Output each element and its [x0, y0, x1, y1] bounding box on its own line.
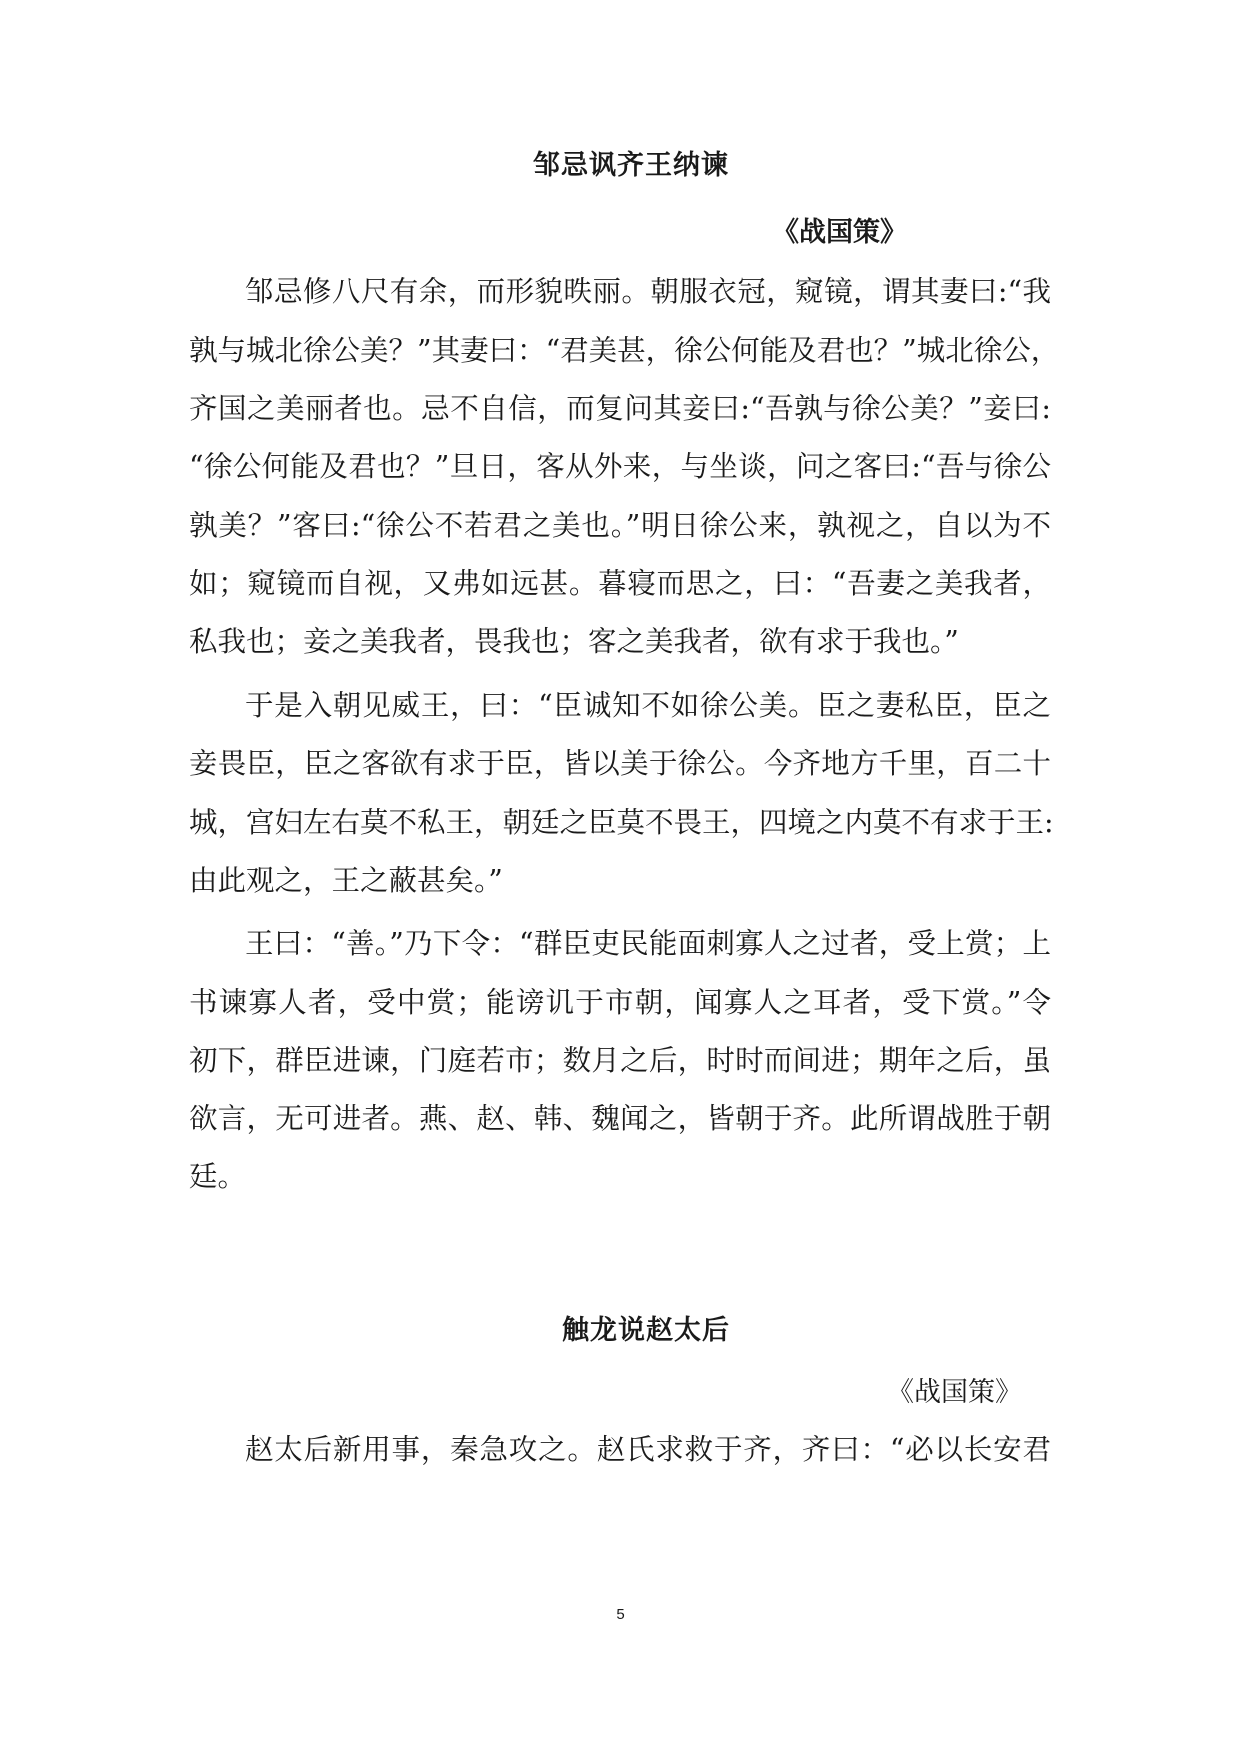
- s1-p2-line-3: 城，宫妇左右莫不私王，朝廷之臣莫不畏王，四境之内莫不有求于王:: [189, 806, 1054, 839]
- s1-p3-line-4: 欲言，无可进者。燕、赵、韩、魏闻之，皆朝于齐。此所谓战胜于朝: [189, 1102, 1051, 1135]
- section2-source: 《战国策》: [887, 1377, 1022, 1408]
- s1-p1-line-3: 齐国之美丽者也。忌不自信，而复问其妾曰:“吾孰与徐公美？”妾曰:: [189, 392, 1051, 425]
- s1-p2-line-1: 于是入朝见威王，曰：“臣诚知不如徐公美。臣之妻私臣，臣之: [245, 689, 1051, 722]
- s1-p1-line-7: 私我也；妾之美我者，畏我也；客之美我者，欲有求于我也。”: [189, 625, 959, 658]
- s1-p3-line-5: 廷。: [189, 1160, 247, 1193]
- s1-p3-line-1: 王曰：“善。”乃下令：“群臣吏民能面刺寡人之过者，受上赏；上: [245, 927, 1051, 960]
- s1-p2-line-4: 由此观之，王之蔽甚矣。”: [189, 864, 503, 897]
- section1-source: 《战国策》: [772, 217, 907, 248]
- s1-p1-line-5: 孰美？”客曰:“徐公不若君之美也。”明日徐公来，孰视之，自以为不: [189, 509, 1051, 542]
- section1-title: 邹忌讽齐王纳谏: [533, 150, 729, 181]
- s1-p1-line-2: 孰与城北徐公美？”其妻曰：“君美甚，徐公何能及君也？”城北徐公，: [189, 334, 1060, 367]
- s2-p1-line-1: 赵太后新用事，秦急攻之。赵氏求救于齐，齐曰：“必以长安君: [245, 1433, 1051, 1466]
- page-number: 5: [616, 1606, 625, 1623]
- s1-p1-line-6: 如；窥镜而自视，又弗如远甚。暮寝而思之，曰：“吾妻之美我者，: [189, 567, 1051, 600]
- s1-p1-line-1: 邹忌修八尺有余，而形貌昳丽。朝服衣冠，窥镜，谓其妻曰:“我: [245, 275, 1051, 308]
- section2-title: 触龙说赵太后: [562, 1315, 730, 1346]
- s1-p1-line-4: “徐公何能及君也？”旦日，客从外来，与坐谈，问之客曰:“吾与徐公: [189, 450, 1051, 483]
- s1-p2-line-2: 妾畏臣，臣之客欲有求于臣，皆以美于徐公。今齐地方千里，百二十: [189, 747, 1051, 780]
- s1-p3-line-2: 书谏寡人者，受中赏；能谤讥于市朝，闻寡人之耳者，受下赏。”令: [189, 986, 1051, 1019]
- s1-p3-line-3: 初下，群臣进谏，门庭若市；数月之后，时时而间进；期年之后，虽: [189, 1044, 1051, 1077]
